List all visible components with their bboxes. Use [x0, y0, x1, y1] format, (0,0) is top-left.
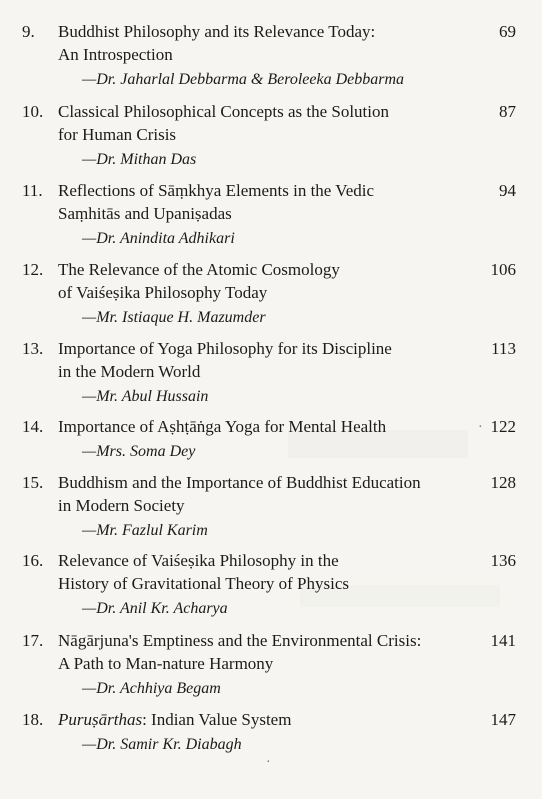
entry-page-number: 147 [490, 710, 516, 729]
entry-title [58, 100, 478, 146]
entry-author: —Mr. Fazlul Karim [82, 522, 208, 539]
entry-title-line: The Relevance of the Atomic Cosmology [58, 260, 340, 279]
entry-title [58, 179, 478, 225]
entry-title [58, 415, 478, 438]
entry-page-number: 87 [499, 102, 516, 121]
entry-title-rest: : Indian Value System [142, 710, 292, 729]
entry-page-number: 128 [490, 473, 516, 492]
entry-title [58, 549, 478, 595]
entry-title [58, 20, 478, 66]
entry-title-line: Saṃhitās and Upaniṣadas [58, 204, 232, 223]
entry-title-line: in Modern Society [58, 496, 185, 515]
entry-title-line: Nāgārjuna's Emptiness and the Environmental Crisis: [58, 631, 422, 650]
entry-title-line: An Introspection [58, 45, 173, 64]
entry-title [58, 708, 478, 731]
entry-number: 17. [22, 631, 44, 650]
entry-page-number: 94 [499, 181, 516, 200]
entry-title-italic-term: Puruṣārthas [58, 710, 143, 729]
entry-number: 14. [22, 417, 44, 436]
entry-number: 16. [22, 551, 44, 570]
entry-title-line: Buddhist Philosophy and its Relevance Today: [58, 22, 376, 41]
entry-number: 13. [22, 339, 44, 358]
entry-title-line: History of Gravitational Theory of Physics [58, 574, 350, 593]
entry-author: —Mrs. Soma Dey [82, 443, 196, 460]
entry-title [58, 471, 478, 517]
decorative-dot: · [266, 755, 271, 770]
entry-number: 18. [22, 710, 44, 729]
entry-title [58, 337, 478, 383]
entry-title-line: Reflections of Sāṃkhya Elements in the Vedic [58, 181, 375, 200]
decorative-dot: · [478, 420, 483, 435]
entry-page-number: 113 [491, 339, 516, 358]
entry-title-line: Buddhism and the Importance of Buddhist Education [58, 473, 421, 492]
entry-page-number: 122 [490, 417, 516, 436]
entry-title [58, 258, 478, 304]
entry-page-number: 69 [499, 22, 516, 41]
entry-title [58, 629, 478, 675]
entry-title-line: Importance of Yoga Philosophy for its Discipline [58, 339, 392, 358]
entry-number: 15. [22, 473, 44, 492]
entry-title-line [58, 708, 478, 731]
entry-author: —Mr. Istiaque H. Mazumder [82, 309, 266, 326]
entry-title-line: in the Modern World [58, 362, 201, 381]
entry-author: —Dr. Anil Kr. Acharya [82, 600, 228, 617]
entry-author: —Dr. Jaharlal Debbarma & Beroleeka Debbarma [82, 71, 405, 88]
entry-title-line: A Path to Man-nature Harmony [58, 654, 274, 673]
entry-author: —Mr. Abul Hussain [82, 388, 209, 405]
entry-author: —Dr. Samir Kr. Diabagh [82, 736, 242, 753]
entry-title-line: Classical Philosophical Concepts as the Solution [58, 102, 390, 121]
entry-number: 9. [22, 22, 35, 41]
entry-page-number: 141 [490, 631, 516, 650]
entry-title-line: of Vaiśeṣika Philosophy Today [58, 283, 268, 302]
entry-author: —Dr. Mithan Das [82, 151, 197, 168]
entry-number: 12. [22, 260, 44, 279]
entry-page-number: 136 [490, 551, 516, 570]
entry-title-line: Relevance of Vaiśeṣika Philosophy in the [58, 551, 339, 570]
entry-author: —Dr. Anindita Adhikari [82, 230, 235, 247]
entry-title-line: Importance of Aṣhṭāṅga Yoga for Mental Health [58, 417, 387, 436]
entry-number: 10. [22, 102, 44, 121]
entry-author: —Dr. Achhiya Begam [82, 680, 221, 697]
entry-number: 11. [22, 181, 43, 200]
entry-title-line: for Human Crisis [58, 125, 177, 144]
entry-page-number: 106 [490, 260, 516, 279]
